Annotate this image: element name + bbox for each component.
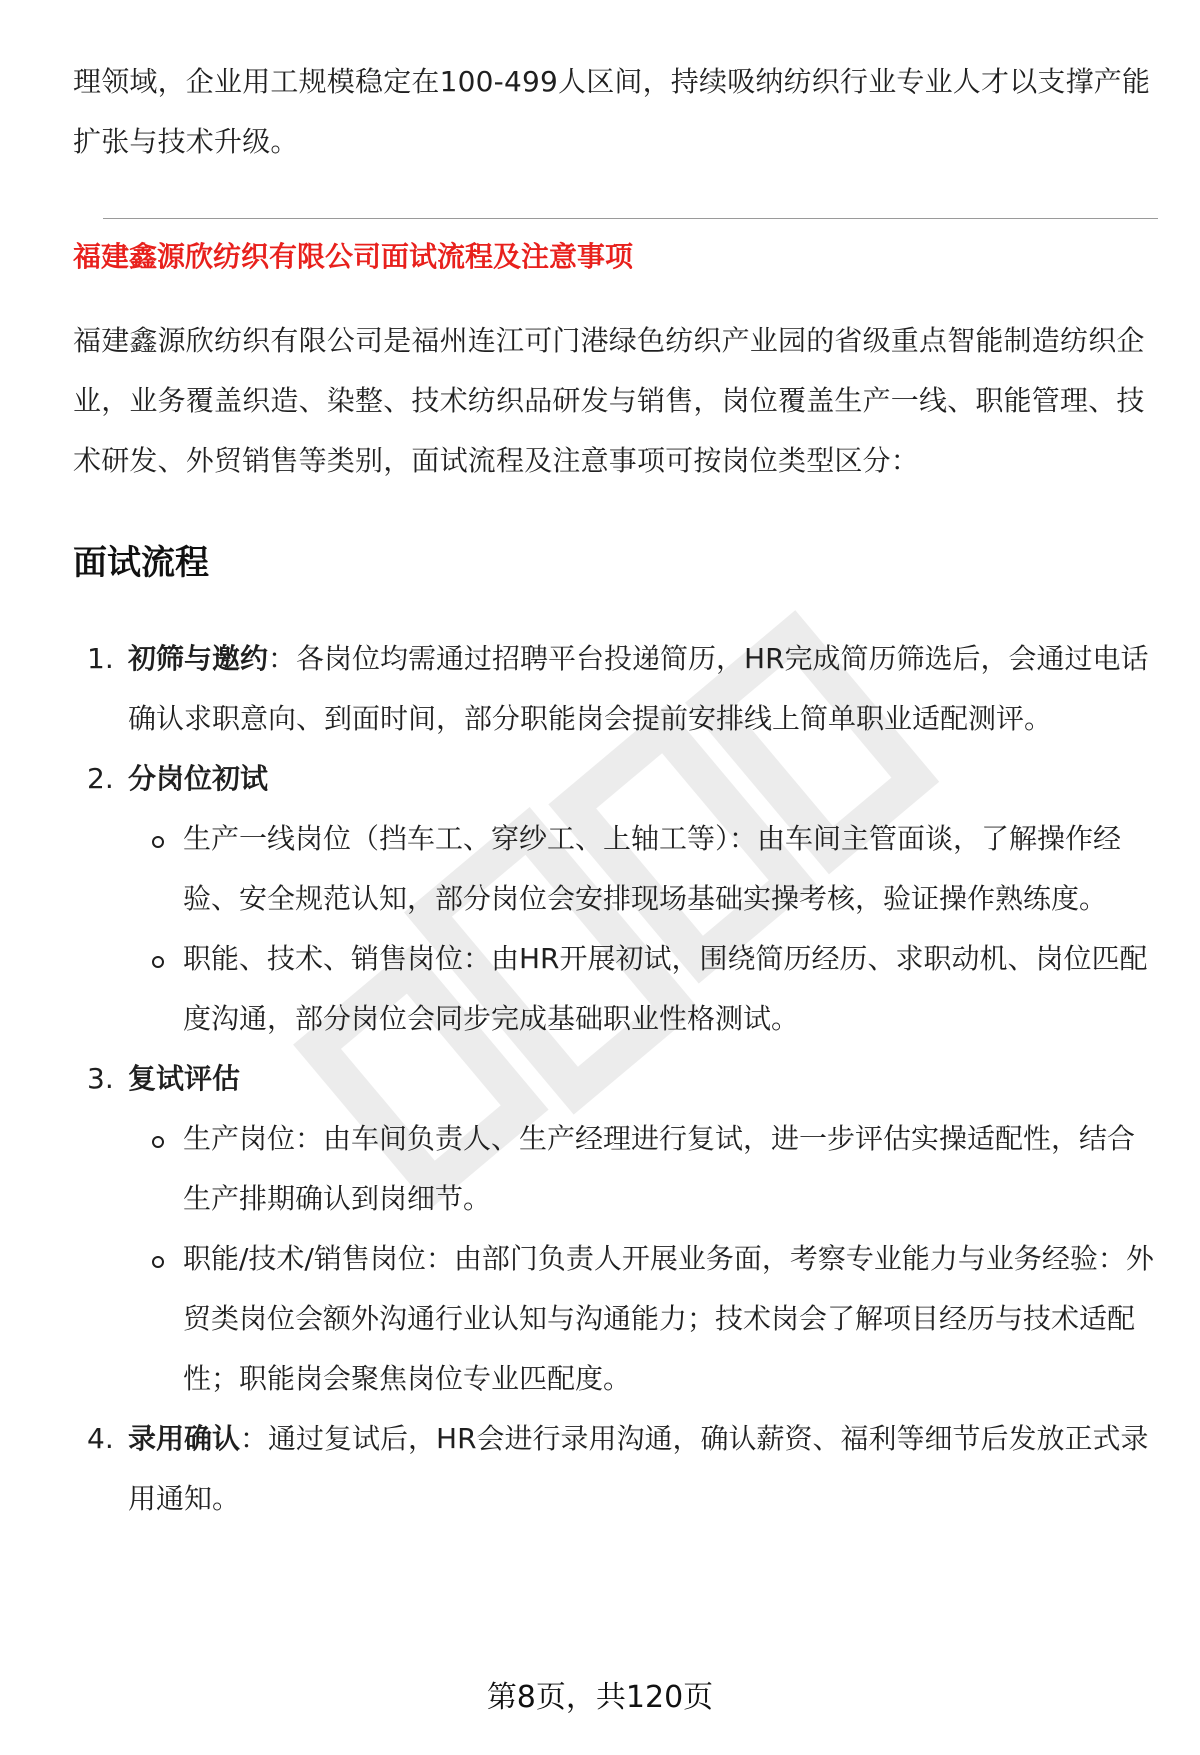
step-text: ：各岗位均需通过招聘平台投递简历，HR完成简历筛选后，会通过电话确认求职意向、到面时间，部分职能岗会提前安排线上简单职业适配测评。: [128, 642, 1149, 735]
step-title: 初筛与邀约: [128, 642, 269, 675]
hollow-bullet-icon: [152, 956, 164, 968]
hollow-bullet-icon: [152, 1256, 164, 1268]
step-title: 录用确认: [128, 1422, 241, 1455]
step-title: 分岗位初试: [128, 762, 269, 795]
sub-list-item: [128, 809, 1158, 929]
section-divider: [103, 218, 1158, 219]
sub-item-text: 生产一线岗位（挡车工、穿纱工、上轴工等）：由车间主管面谈，了解操作经验、安全规范认知，部分岗位会安排现场基础实操考核，验证操作熟练度。: [183, 822, 1122, 915]
sub-item-text: 职能、技术、销售岗位：由HR开展初试，围绕简历经历、求职动机、岗位匹配度沟通，部分岗位会同步完成基础职业性格测试。: [183, 942, 1148, 1035]
sub-item-text: 职能/技术/销售岗位：由部门负责人开展业务面，考察专业能力与业务经验：外贸类岗位会额外沟通行业认知与沟通能力；技术岗会了解项目经历与技术适配性；职能岗会聚焦岗位专业匹配度。: [183, 1242, 1154, 1395]
section-title: 福建鑫源欣纺织有限公司面试流程及注意事项: [73, 240, 634, 273]
sub-list-item: [128, 1229, 1158, 1409]
step-sub-list: [128, 809, 1158, 1049]
step-item: [73, 1049, 1158, 1409]
company-intro: 福建鑫源欣纺织有限公司是福州连江可门港绿色纺织产业园的省级重点智能制造纺织企业，业务覆盖织造、染整、技术纺织品研发与销售，岗位覆盖生产一线、职能管理、技术研发、外贸销售等类别，面试流程及注意事项可按岗位类型区分：: [73, 324, 1145, 477]
step-item: [73, 749, 1158, 1049]
step-number: 3.: [87, 1062, 114, 1095]
step-text: ：通过复试后，HR会进行录用沟通，确认薪资、福利等细节后发放正式录用通知。: [128, 1422, 1149, 1515]
process-steps-list: [73, 629, 1158, 1529]
sub-item-text: 生产岗位：由车间负责人、生产经理进行复试，进一步评估实操适配性，结合生产排期确认到岗细节。: [183, 1122, 1136, 1215]
step-number: 1.: [87, 642, 114, 675]
hollow-bullet-icon: [152, 1136, 164, 1148]
sub-list-item: [128, 1109, 1158, 1229]
interview-process-heading: 面试流程: [73, 543, 209, 583]
step-sub-list: [128, 1109, 1158, 1409]
step-number: 4.: [87, 1422, 114, 1455]
sub-list-item: [128, 929, 1158, 1049]
hollow-bullet-icon: [152, 836, 164, 848]
page-content: [73, 52, 1158, 1529]
step-title: 复试评估: [128, 1062, 241, 1095]
intro-continuation: 理领域，企业用工规模稳定在100-499人区间，持续吸纳纺织行业专业人才以支撑产能扩张与技术升级。: [73, 65, 1151, 158]
step-item: [73, 629, 1158, 749]
step-item: [73, 1409, 1158, 1529]
page-number-footer: 第8页，共120页: [486, 1680, 714, 1715]
step-number: 2.: [87, 762, 114, 795]
